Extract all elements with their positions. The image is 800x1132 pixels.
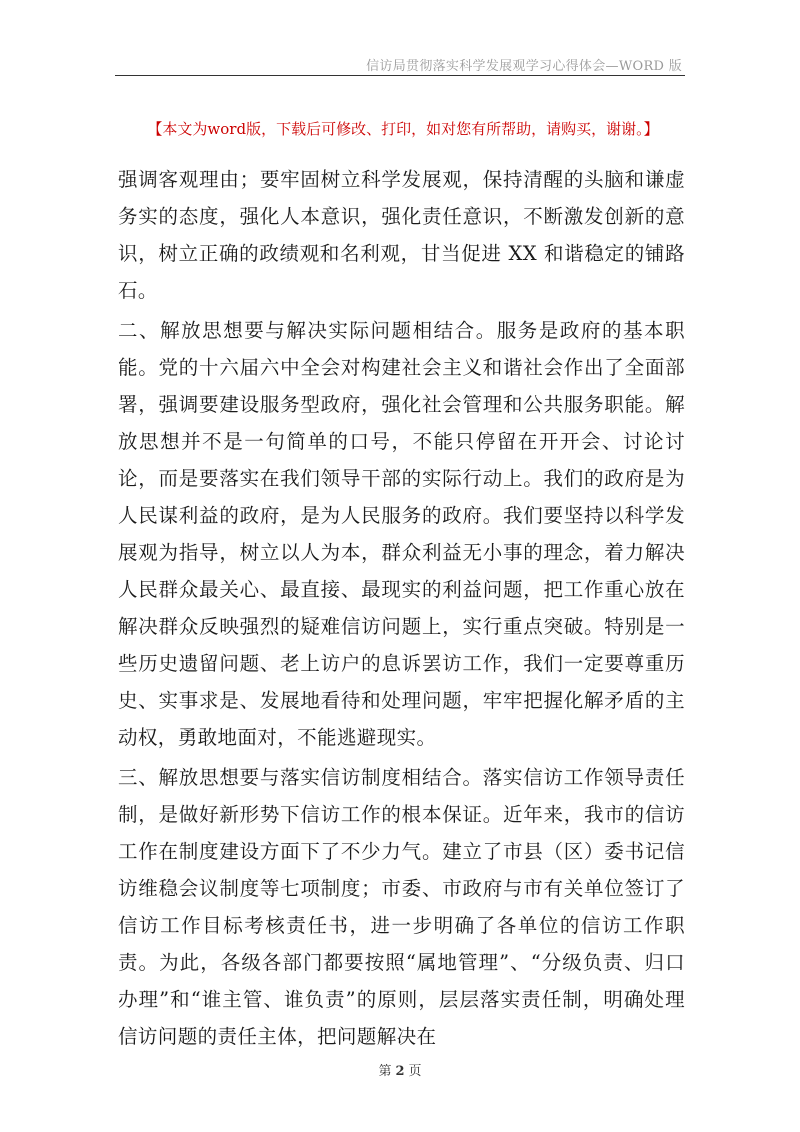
body-paragraph: 二、解放思想要与解决实际问题相结合。服务是政府的基本职能。党的十六届六中全会对构建社会主义和谐社会作出了全面部署，强调要建设服务型政府，强化社会管理和公共服务职能。解放思想并不是一句简单的口号，不能只停留在开开会、讨论讨论，而是要落实在我们领导干部的实际行动上。我们的政府是为人民谋利益的政府，是为人民服务的政府。我们要坚持以科学发展观为指导，树立以人为本，群众利益无小事的理念，着力解决人民群众最关心、最直接、最现实的利益问题，把工作重心放在解决群众反映强烈的疑难信访问题上，实行重点突破。特别是一些历史遗留问题、老上访户的息诉罢访工作，我们一定要尊重历史、实事求是、发展地看待和处理问题，牢牢把握化解矛盾的主动权，勇敢地面对，不能逃避现实。 <box>118 319 685 749</box>
page-label-suffix: 页 <box>408 1064 422 1079</box>
page-footer <box>0 1060 800 1079</box>
page-number: 2 <box>395 1064 405 1079</box>
purchase-notice: 【本文为word版，下载后可修改、打印，如对您有所帮助，请购买，谢谢。】 <box>147 120 659 138</box>
body-paragraph: 三、解放思想要与落实信访制度相结合。落实信访工作领导责任制，是做好新形势下信访工作的根本保证。近年来，我市的信访工作在制度建设方面下了不少力气。建立了市县（区）委书记信访维稳会议制度等七项制度；市委、市政府与市有关单位签订了信访工作目标考核责任书，进一步明确了各单位的信访工作职责。为此，各级各部门都要按照“属地管理”、“分级负责、归口办理”和“谁主管、谁负责”的原则，层层落实责任制，明确处理信访问题的责任主体，把问题解决在 <box>118 766 685 1048</box>
page-header <box>0 0 800 78</box>
page-label-prefix: 第 <box>378 1064 392 1079</box>
body-paragraph: 强调客观理由；要牢固树立科学发展观，保持清醒的头脑和谦虚务实的态度，强化人本意识，强化责任意识，不断激发创新的意识，树立正确的政绩观和名利观，甘当促进 XX 和谐稳定的铺路石。 <box>118 168 685 302</box>
document-title: 信访局贯彻落实科学发展观学习心得体会—WORD 版 <box>366 59 682 74</box>
document-body <box>118 161 685 1055</box>
header-divider <box>115 75 685 76</box>
